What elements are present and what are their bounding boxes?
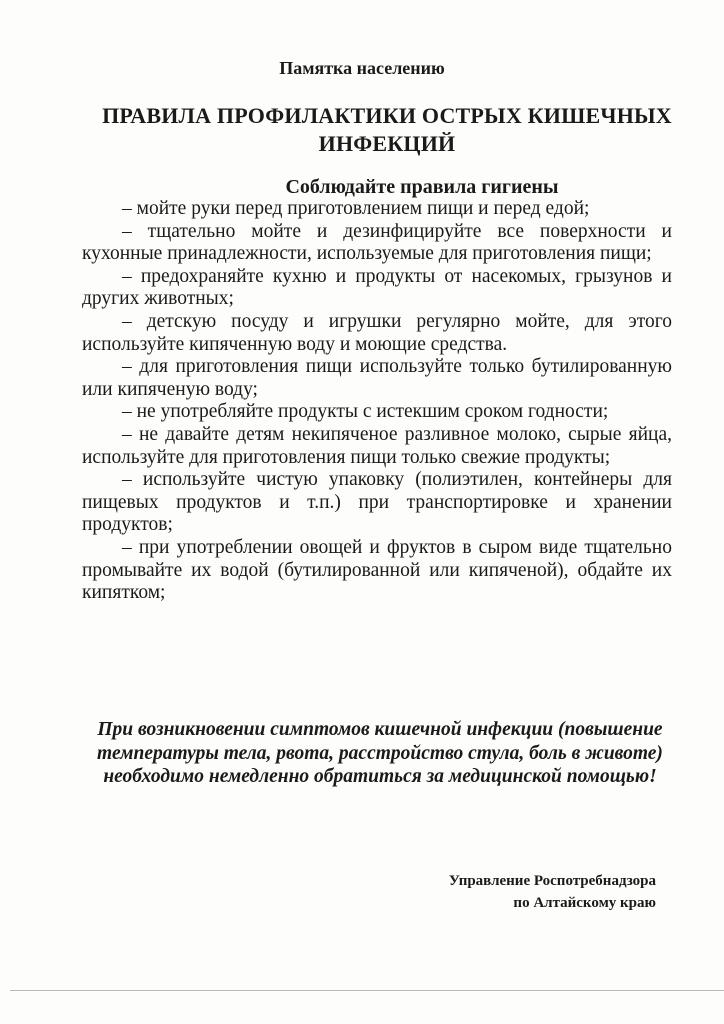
rule-item: – предохраняйте кухню и продукты от насекомых, грызунов и других животных; xyxy=(82,265,672,310)
rule-item: – используйте чистую упаковку (полиэтилен, контейнеры для пищевых продуктов и т.п.) при транспортировке и хранении продуктов; xyxy=(82,469,672,536)
section-title: Соблюдайте правила гигиены xyxy=(285,176,559,198)
rule-item: – детскую посуду и игрушки регулярно мойте, для этого используйте кипяченную воду и моющие средства. xyxy=(82,310,672,355)
rule-item: – мойте руки перед приготовлением пищи и перед едой; xyxy=(122,198,590,219)
signature-line-1: Управление Роспотребнадзора xyxy=(448,873,656,889)
rules-list xyxy=(82,198,672,605)
main-title xyxy=(90,102,684,158)
warning-text: При возникновении симптомов кишечной инфекции (повышение температуры тела, рвота, расстройство стула, боль в животе) необходимо немедленно обратиться за медицинской помощью! xyxy=(97,719,663,787)
page-edge-line xyxy=(10,990,724,991)
rule-item: – не употребляйте продукты с истекшим сроком годности; xyxy=(122,401,609,423)
rule-item: – не давайте детям некипяченое разливное молоко, сырые яйца, используйте для приготовления пищи только свежие продукты; xyxy=(82,423,672,468)
main-title-line-1: ПРАВИЛА ПРОФИЛАКТИКИ ОСТРЫХ КИШЕЧНЫХ xyxy=(102,103,672,128)
signature-block xyxy=(449,870,656,914)
main-title-line-2: ИНФЕКЦИЙ xyxy=(318,131,456,156)
signature-line-2: по Алтайскому краю xyxy=(513,895,656,911)
rule-item: – для приготовления пищи используйте только бутилированную или кипяченую воду; xyxy=(82,356,672,400)
rule-item: – при употреблении овощей и фруктов в сыром виде тщательно промывайте их водой (бутилированной или кипяченой), обдайте их кипятком; xyxy=(82,536,672,604)
memo-title: Памятка населению xyxy=(279,58,445,78)
rule-item: – тщательно мойте и дезинфицируйте все поверхности и кухонные принадлежности, используемые для приготовления пищи; xyxy=(82,220,672,265)
